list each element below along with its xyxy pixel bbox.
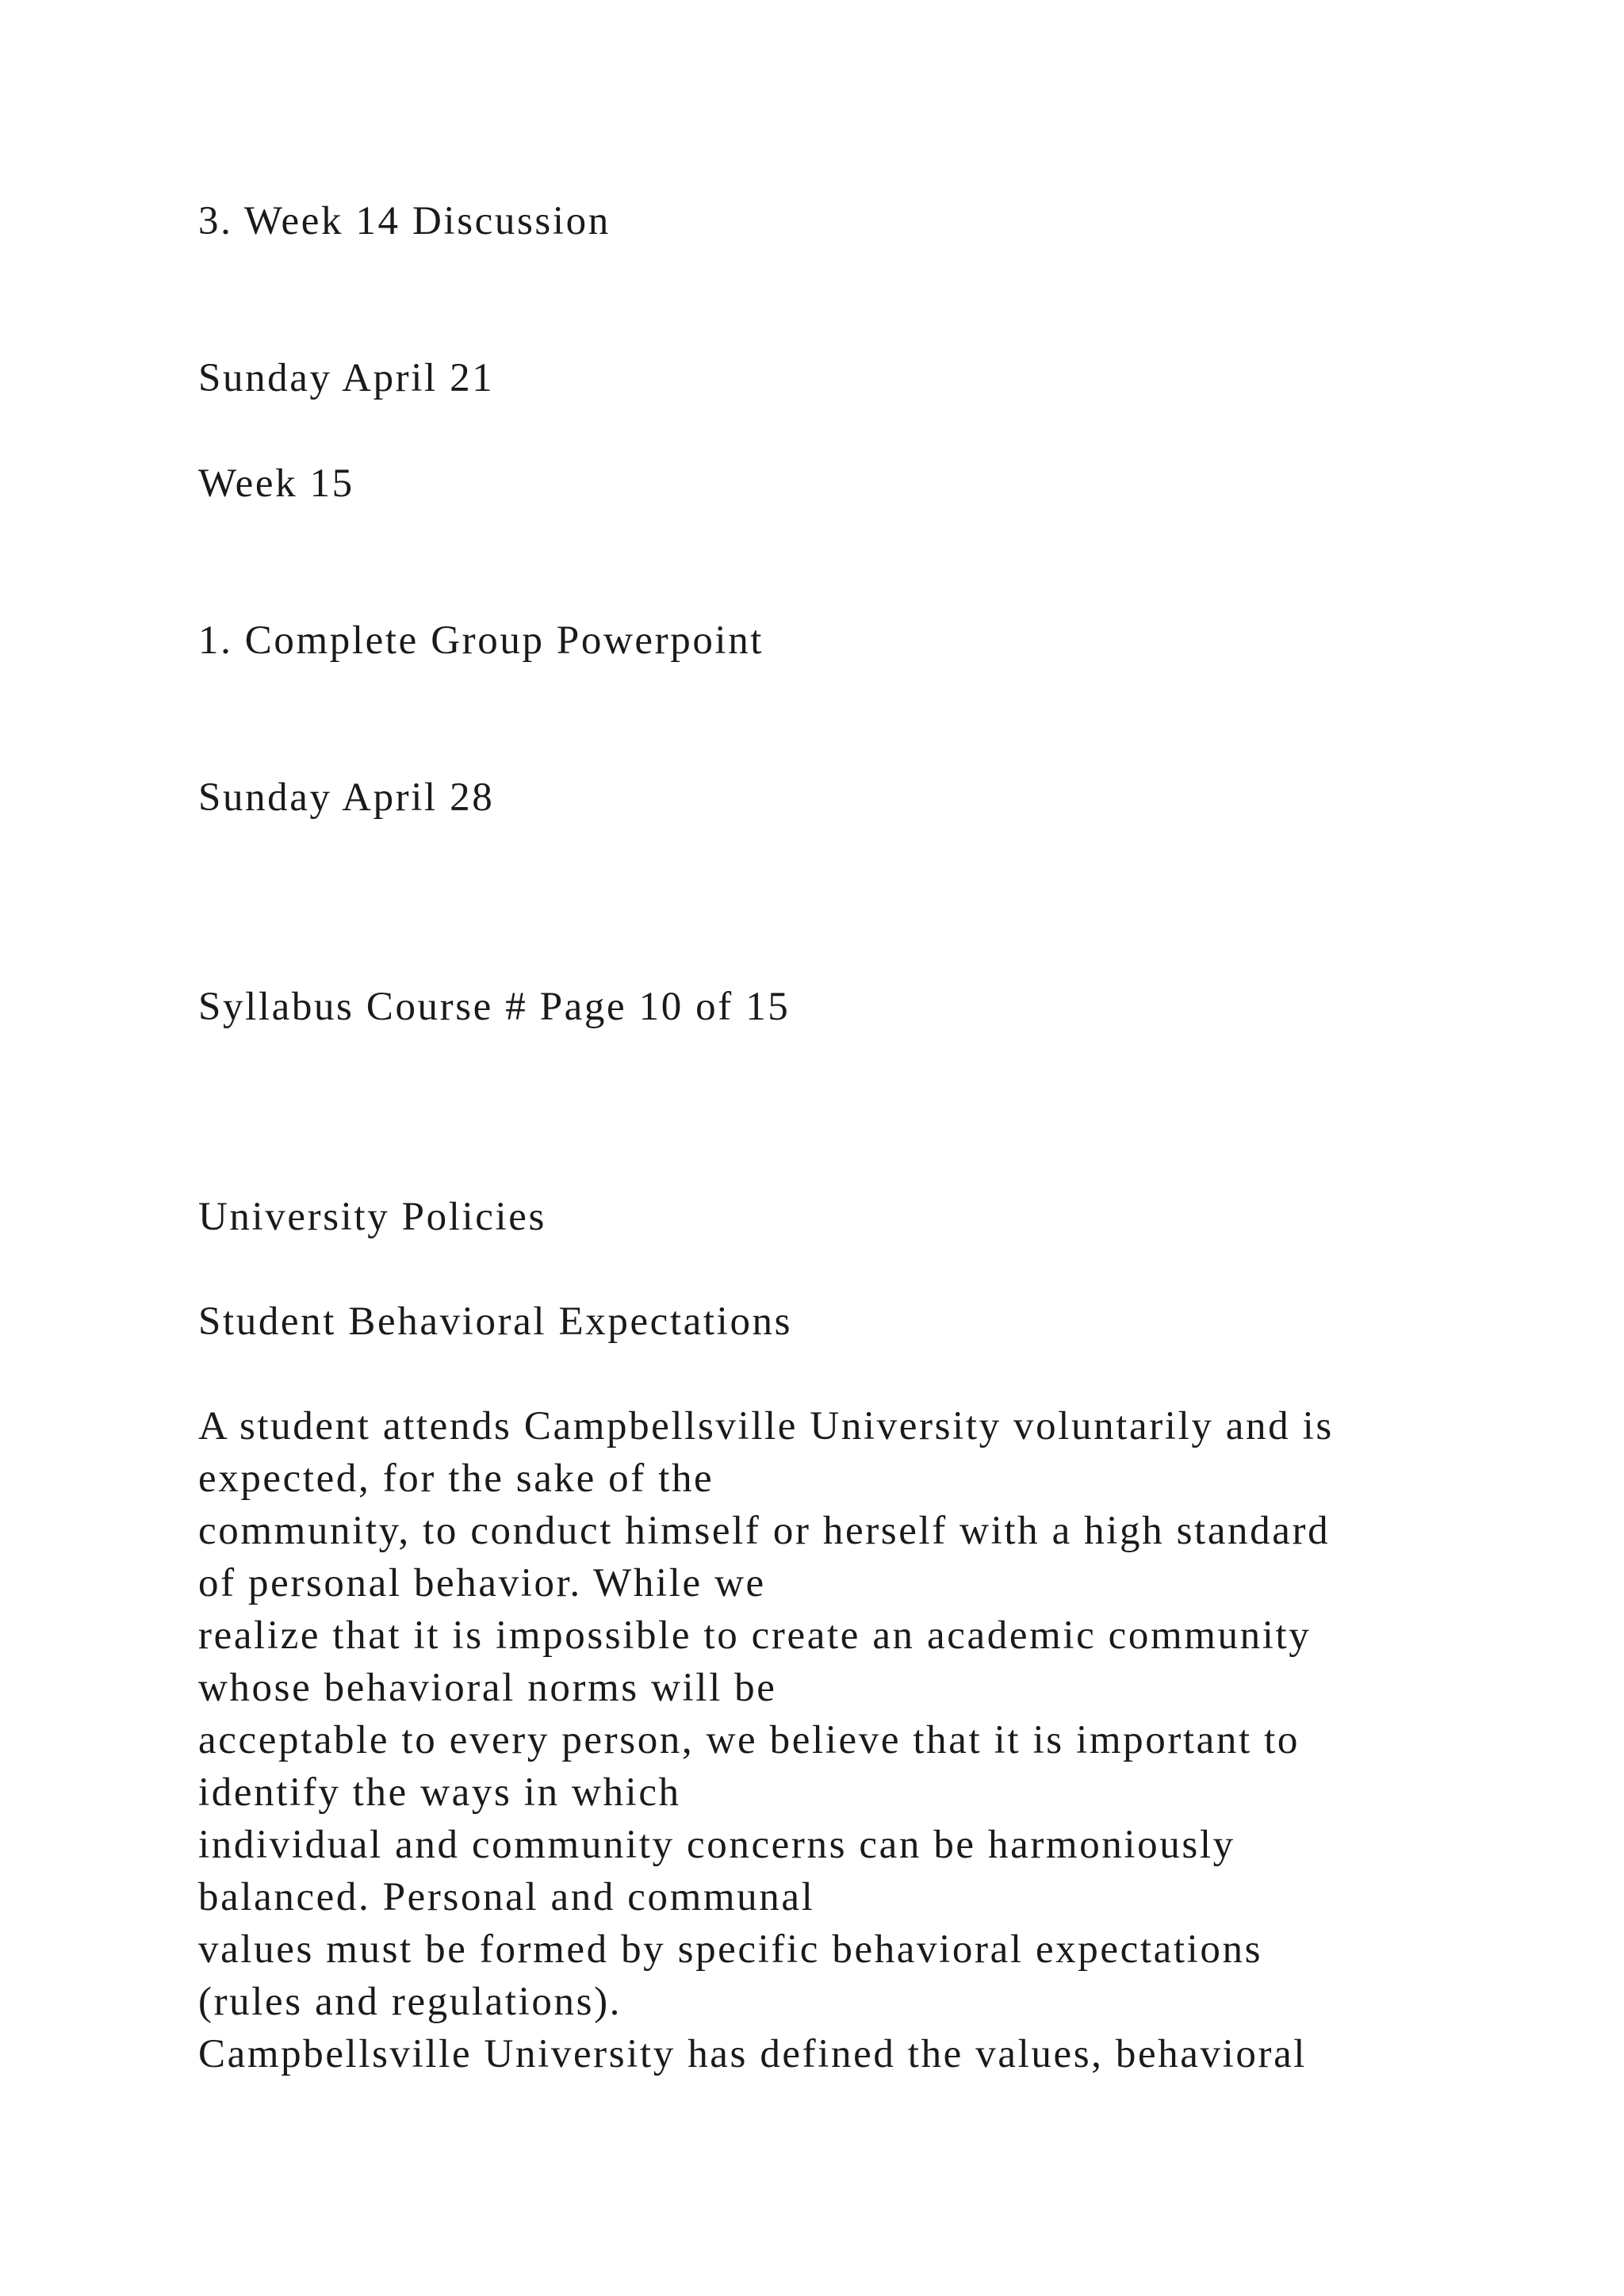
group-powerpoint-item: 1. Complete Group Powerpoint: [198, 618, 764, 663]
section-heading-university-policies: University Policies: [198, 1195, 546, 1239]
paragraph-line: whose behavioral norms will be: [198, 1666, 777, 1710]
paragraph-line: individual and community concerns can be harmoniously: [198, 1823, 1235, 1867]
paragraph-line: values must be formed by specific behavioral expectations: [198, 1927, 1263, 1972]
page-footer: Syllabus Course # Page 10 of 15: [198, 985, 791, 1029]
due-date-april-21: Sunday April 21: [198, 356, 495, 400]
paragraph-line: A student attends Campbellsville University voluntarily and is: [198, 1404, 1334, 1448]
week-15-heading: Week 15: [198, 461, 354, 506]
paragraph-line: of personal behavior. While we: [198, 1561, 766, 1605]
paragraph-line: acceptable to every person, we believe that it is important to: [198, 1718, 1300, 1762]
week-14-discussion-item: 3. Week 14 Discussion: [198, 199, 611, 243]
paragraph-line: community, to conduct himself or herself with a high standard: [198, 1509, 1331, 1553]
paragraph-line: balanced. Personal and communal: [198, 1875, 815, 1919]
due-date-april-28: Sunday April 28: [198, 775, 495, 820]
paragraph-line: (rules and regulations).: [198, 1980, 622, 2024]
subheading-student-behavioral-expectations: Student Behavioral Expectations: [198, 1299, 793, 1344]
paragraph-line: realize that it is impossible to create an academic community: [198, 1613, 1312, 1658]
paragraph-line: identify the ways in which: [198, 1770, 681, 1815]
paragraph-line: expected, for the sake of the: [198, 1456, 714, 1501]
paragraph-line: Campbellsville University has defined the values, behavioral: [198, 2032, 1308, 2076]
